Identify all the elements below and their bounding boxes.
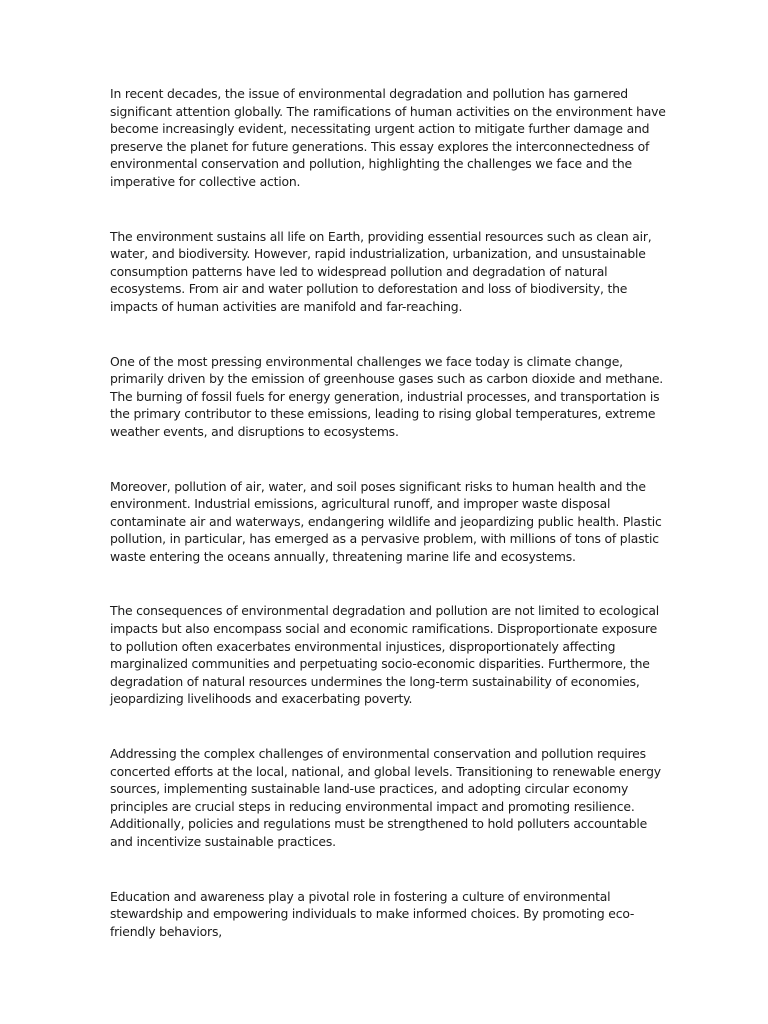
paragraph-1: In recent decades, the issue of environmental degradation and pollution has garnered significant attention globally. The ramifications of human activities on the environment have become increasingly evident, necessitating urgent action to mitigate further damage and preserve the planet for future generations. This essay explores the interconnectedness of environmental conservation and pollution, highlighting the challenges we face and the imperative for collective action. — [110, 86, 666, 189]
paragraph-2: The environment sustains all life on Earth, providing essential resources such as clean air, water, and biodiversity. However, rapid industrialization, urbanization, and unsustainable consumption patterns have led to widespread pollution and degradation of natural ecosystems. From air and water pollution to deforestation and loss of biodiversity, the impacts of human activities are manifold and far-reaching. — [110, 228, 652, 314]
document-body — [110, 85, 670, 977]
paragraph-5: The consequences of environmental degradation and pollution are not limited to ecological impacts but also encompass social and economic ramifications. Disproportionate exposure to pollution often exacerbates environmental injustices, disproportionately affecting marginalized communities and perpetuating socio-economic disparities. Furthermore, the degradation of natural resources undermines the long-term sustainability of economies, jeopardizing livelihoods and exacerbating poverty. — [110, 603, 660, 707]
paragraph-6: Addressing the complex challenges of environmental conservation and pollution requires concerted efforts at the local, national, and global levels. Transitioning to renewable energy sources, implementing sustainable land-use practices, and adopting circular economy principles are crucial steps in reducing environmental impact and promoting resilience. Additionally, policies and regulations must be strengthened to hold polluters accountable and incentivize sustainable practices. — [110, 746, 661, 849]
paragraph-3: One of the most pressing environmental challenges we face today is climate change, primarily driven by the emission of greenhouse gases such as carbon dioxide and methane. The burning of fossil fuels for energy generation, industrial processes, and transportation is the primary contributor to these emissions, leading to rising global temperatures, extreme weather events, and disruptions to ecosystems. — [110, 353, 664, 439]
paragraph-7: Education and awareness play a pivotal role in fostering a culture of environmental stewardship and empowering individuals to make informed choices. By promoting eco-friendly behaviors, — [110, 888, 635, 939]
paragraph-4: Moreover, pollution of air, water, and soil poses significant risks to human health and the environment. Industrial emissions, agricultural runoff, and improper waste disposal contaminate air and waterways, endangering wildlife and jeopardizing public health. Plastic pollution, in particular, has emerged as a pervasive problem, with millions of tons of plastic waste entering the oceans annually, threatening marine life and ecosystems. — [110, 478, 662, 564]
